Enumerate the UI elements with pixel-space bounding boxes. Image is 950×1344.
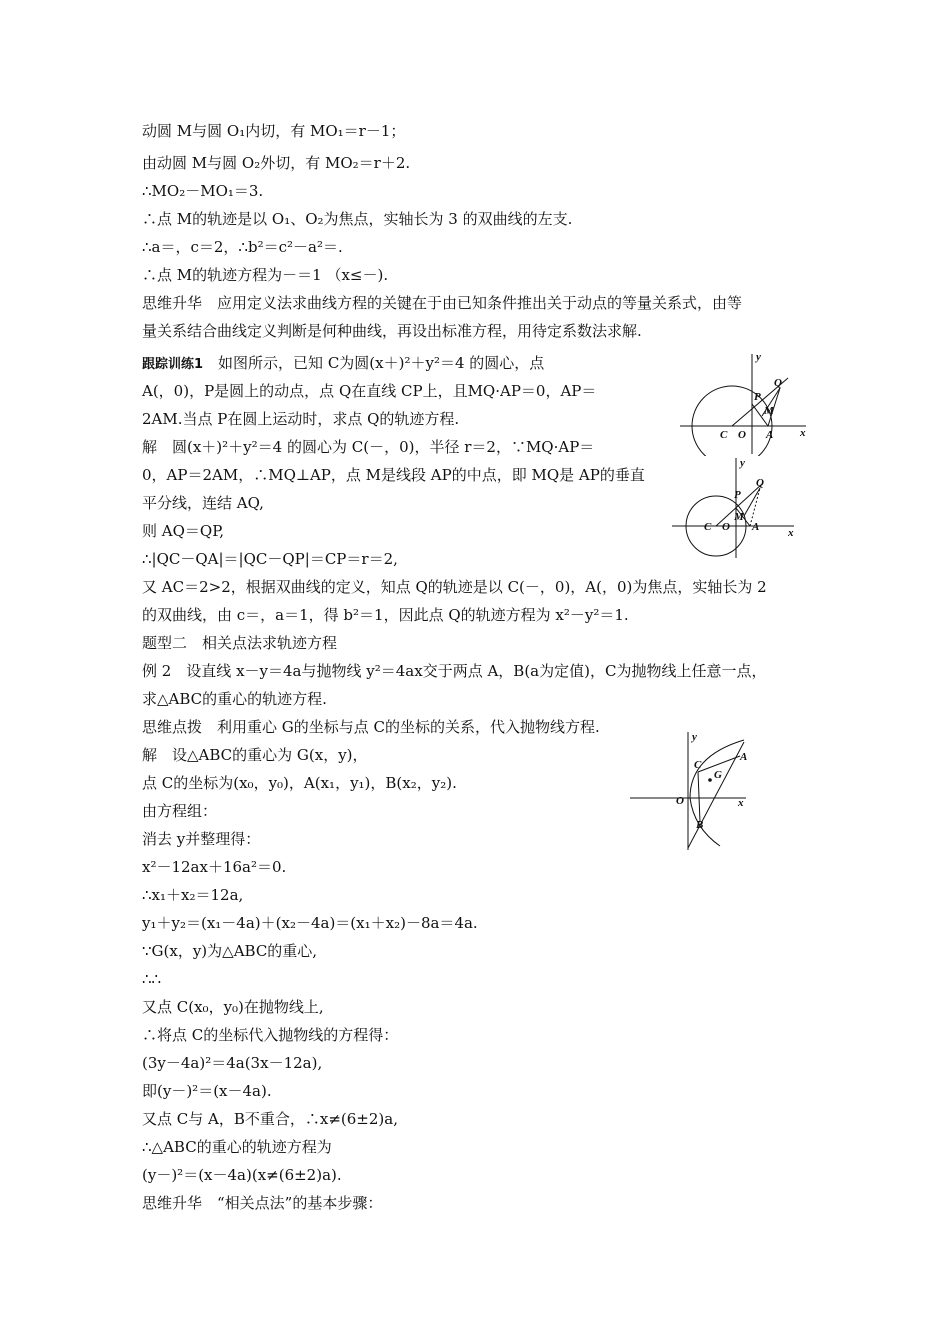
- summary-line: 思维升华 “相关点法”的基本步骤：: [142, 1194, 383, 1212]
- label-y: y: [756, 351, 761, 363]
- summary-line: 思维升华 应用定义法求曲线方程的关键在于由已知条件推出关于动点的等量关系式，由等: [142, 294, 743, 312]
- text-line: ∴x₁＋x₂＝12a,: [142, 886, 244, 904]
- label-a: A: [752, 521, 760, 533]
- label-b: B: [696, 819, 704, 831]
- label-p: P: [754, 391, 761, 403]
- text-line: 由动圆 M与圆 O₂外切，有 MO₂＝r＋2.: [142, 154, 411, 172]
- label-x: x: [788, 527, 794, 539]
- track-label: 跟踪训练1: [142, 357, 204, 372]
- label-c: C: [720, 429, 728, 441]
- track-line: 又 AC＝2>2，根据双曲线的定义，知点 Q的轨迹是以 C(－，0)，A(，0)为焦点，实轴长为 2: [142, 578, 767, 596]
- segment-mq: [744, 488, 760, 516]
- label-y: y: [740, 457, 745, 469]
- track-line: 解 圆(x＋)²＋y²＝4 的圆心为 C(－，0)，半径 r＝2，∵MQ·AP＝: [142, 438, 595, 456]
- text-line: ∴将点 C的坐标代入抛物线的方程得：: [142, 1026, 399, 1044]
- figure-circle-1: [676, 348, 826, 456]
- track-line: 0，AP＝2AM，∴MQ⊥AP，点 M是线段 AP的中点，即 MQ是 AP的垂直: [142, 466, 645, 484]
- text-line: 例 2 设直线 x－y＝4a与抛物线 y²＝4ax交于两点 A，B(a为定值)，C为抛物线上任意一点，: [142, 662, 767, 680]
- text-line: ∴a＝，c＝2，∴b²＝c²－a²＝.: [142, 238, 343, 256]
- text-line: ∴点 M的轨迹是以 O₁、O₂为焦点，实轴长为 3 的双曲线的左支.: [142, 210, 573, 228]
- text-line: 解 设△ABC的重心为 G(x，y)，: [142, 746, 368, 764]
- label-p: P: [734, 489, 741, 501]
- label-o: O: [676, 795, 684, 807]
- label-o: O: [722, 521, 730, 533]
- text-line: ∵G(x，y)为△ABC的重心,: [142, 942, 318, 960]
- text-line: (3y－4a)²＝4a(3x－12a),: [142, 1054, 323, 1072]
- label-q: Q: [756, 477, 764, 489]
- text-line: 思维点拨 利用重心 G的坐标与点 C的坐标的关系，代入抛物线方程.: [142, 718, 600, 736]
- label-o: O: [738, 429, 746, 441]
- text-line: x²－12ax＋16a²＝0.: [142, 858, 287, 876]
- label-a: A: [766, 429, 774, 441]
- track-line: 的双曲线，由 c＝，a＝1，得 b²＝1，因此点 Q的轨迹方程为 x²－y²＝1.: [142, 606, 629, 624]
- label-m: M: [734, 511, 744, 523]
- track-line: ∴|QC－QA|＝|QC－QP|＝CP＝r＝2,: [142, 550, 398, 568]
- figure-circle-2: [670, 454, 800, 560]
- label-m: M: [764, 405, 774, 417]
- text-line: 消去 y并整理得：: [142, 830, 261, 848]
- section-title: 题型二 相关点法求轨迹方程: [142, 634, 338, 652]
- label-x: x: [800, 427, 806, 439]
- text-line: ∴点 M的轨迹方程为－＝1 （x≤－).: [142, 266, 389, 284]
- track-line: 则 AQ＝QP,: [142, 522, 225, 540]
- text-line: ∴∴: [142, 970, 162, 988]
- label-g: G: [714, 769, 722, 781]
- text-line: (y－)²＝(x－4a)(x≠(6±2)a).: [142, 1166, 342, 1184]
- text-line: 动圆 M与圆 O₁内切，有 MO₁＝r－1；: [142, 122, 406, 140]
- label-a: A: [740, 751, 748, 763]
- label-c: C: [694, 759, 702, 771]
- text-line: ∴MO₂－MO₁＝3.: [142, 182, 264, 200]
- text-line: y₁＋y₂＝(x₁－4a)＋(x₂－4a)＝(x₁＋x₂)－8a＝4a.: [142, 914, 478, 932]
- track-line: 2AM.当点 P在圆上运动时，求点 Q的轨迹方程.: [142, 410, 460, 428]
- segment-cb: [698, 772, 700, 822]
- summary-line: 量关系结合曲线定义判断是何种曲线，再设出标准方程，用待定系数法求解.: [142, 322, 642, 340]
- text-line: ∴△ABC的重心的轨迹方程为: [142, 1138, 332, 1156]
- text-line: 点 C的坐标为(x₀，y₀)，A(x₁，y₁)，B(x₂，y₂).: [142, 774, 457, 792]
- point-g: [708, 778, 712, 782]
- text-line: 求△ABC的重心的轨迹方程.: [142, 690, 327, 708]
- text-line: 又点 C(x₀，y₀)在抛物线上,: [142, 998, 324, 1016]
- text-line: 又点 C与 A，B不重合，∴x≠(6±2)a,: [142, 1110, 398, 1128]
- text-line: 即(y－)²＝(x－4a).: [142, 1082, 272, 1100]
- label-x: x: [738, 797, 744, 809]
- label-y: y: [692, 731, 697, 743]
- label-q: Q: [774, 377, 782, 389]
- track-heading: [142, 353, 544, 375]
- figure-parabola: [628, 728, 752, 854]
- track-text: 如图所示，已知 C为圆(x＋)²＋y²＝4 的圆心，点: [203, 354, 545, 372]
- track-line: A(，0)，P是圆上的动点，点 Q在直线 CP上，且MQ·AP＝0，AP＝: [142, 382, 597, 400]
- text-line: 由方程组：: [142, 802, 218, 820]
- track-line: 平分线，连结 AQ,: [142, 494, 264, 512]
- label-c: C: [704, 521, 712, 533]
